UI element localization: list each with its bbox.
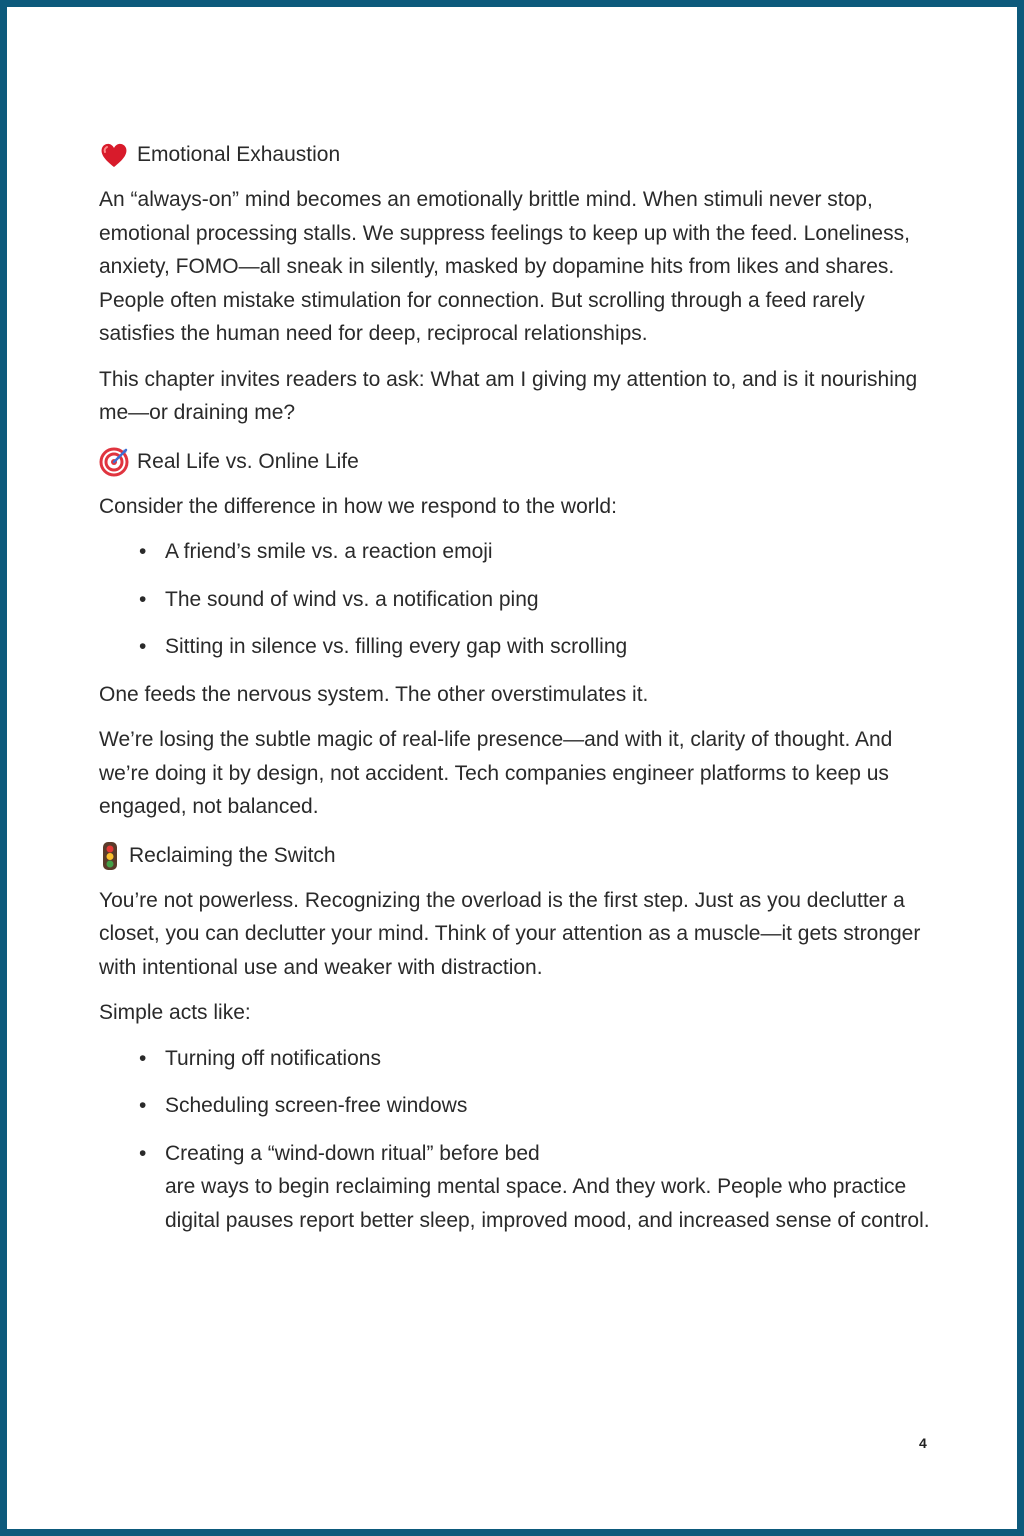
list-item (99, 630, 939, 664)
paragraph: Consider the difference in how we respond to the world: (99, 494, 617, 518)
bullet-marker: • (139, 1046, 147, 1070)
list-item (99, 1137, 939, 1238)
page-content (99, 135, 939, 1251)
paragraph: An “always-on” mind becomes an emotionally brittle mind. When stimuli never stop, emotional processing stalls. We suppress feelings to keep up with the feed. Loneliness, anxiety, FOMO—all sneak in silently, masked by dopamine hits from likes and shares. People often mistake stimulation for connection. But scrolling through a feed rarely satisfies the human need for deep, reciprocal relationships. (99, 188, 910, 345)
list-item-text: Turning off notifications (165, 1046, 381, 1070)
bullet-marker: • (139, 1141, 147, 1165)
section-heading-reclaiming (99, 836, 939, 876)
paragraph: This chapter invites readers to ask: What am I giving my attention to, and is it nourishing me—or draining me? (99, 367, 918, 424)
paragraph: You’re not powerless. Recognizing the overload is the first step. Just as you declutter a closet, you can declutter your mind. Think of your attention as a muscle—it gets stronger with intentional use and weaker with distraction. (99, 888, 921, 979)
section-heading-text: Reclaiming the Switch (129, 843, 336, 867)
bullet-marker: • (139, 1094, 147, 1117)
section-heading-text: Emotional Exhaustion (137, 143, 341, 166)
bullet-list (99, 535, 939, 664)
list-item-text: A friend’s smile vs. a reaction emoji (165, 540, 493, 563)
list-item-text: Scheduling screen-free windows (165, 1094, 468, 1117)
section-heading-real-life (99, 442, 939, 482)
target-icon (99, 447, 129, 477)
list-item (99, 535, 939, 569)
paragraph: One feeds the nervous system. The other overstimulates it. (99, 682, 649, 706)
bullet-list (99, 1042, 939, 1238)
list-item-text: The sound of wind vs. a notification ping (165, 587, 539, 611)
section-heading-text: Real Life vs. Online Life (137, 449, 359, 473)
page-number: 4 (919, 1435, 927, 1451)
section-heading-emotional-exhaustion (99, 135, 939, 175)
list-item (99, 1042, 939, 1076)
bullet-marker: • (139, 635, 147, 658)
traffic-light-icon (101, 841, 119, 871)
document-page (7, 7, 1017, 1529)
list-item-text: Sitting in silence vs. filling every gap with scrolling (165, 635, 628, 658)
heart-icon (99, 140, 129, 170)
bullet-marker: • (139, 540, 147, 563)
paragraph: We’re losing the subtle magic of real-life presence—and with it, clarity of thought. And we’re doing it by design, not accident. Tech companies engineer platforms to keep us engaged, not balanced. (99, 728, 893, 818)
paragraph: Simple acts like: (99, 1001, 251, 1024)
list-item-text: Creating a “wind-down ritual” before bed (165, 1141, 540, 1165)
list-item-continuation: are ways to begin reclaiming mental space. And they work. People who practice digital pauses report better sleep, improved mood, and increased sense of control. (165, 1175, 930, 1232)
list-item (99, 583, 939, 617)
bullet-marker: • (139, 587, 147, 611)
list-item (99, 1089, 939, 1123)
